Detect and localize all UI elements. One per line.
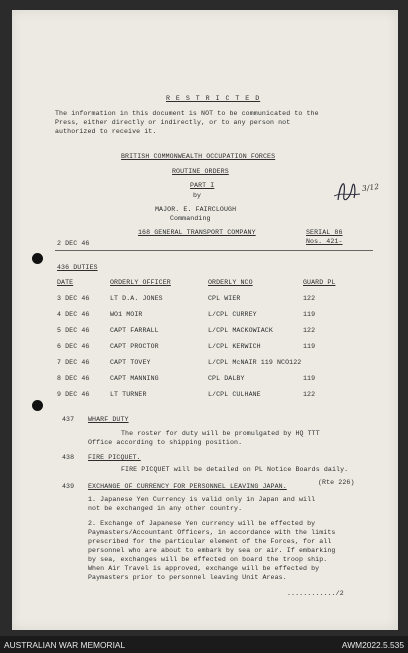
divider bbox=[55, 250, 373, 251]
punch-hole-bottom bbox=[32, 400, 43, 411]
para-1-line-2: not be exchanged in any other country. bbox=[88, 505, 243, 512]
table-cell-guard: 119 bbox=[303, 375, 316, 382]
by-label: by bbox=[193, 192, 202, 199]
table-cell-guard: 119 bbox=[303, 311, 316, 318]
table-cell-officer: LT D.A. JONES bbox=[110, 295, 163, 302]
item-437-heading: WHARF DUTY bbox=[88, 416, 129, 423]
notice-line-1: The information in this document is NOT to be communicated to the bbox=[55, 110, 319, 117]
col-orderly-nco: ORDERLY NCO bbox=[208, 279, 253, 286]
item-439-number: 439 bbox=[62, 483, 75, 490]
duties-heading: 436 DUTIES bbox=[57, 264, 98, 271]
col-guard-pl: GUARD PL bbox=[303, 279, 336, 286]
table-cell-officer: CAPT PROCTOR bbox=[110, 343, 159, 350]
table-cell-nco: L/CPL MACKOWIACK bbox=[208, 327, 273, 334]
table-cell-officer: CAPT MANNING bbox=[110, 375, 159, 382]
item-438-heading: FIRE PICQUET. bbox=[88, 454, 141, 461]
footer-accession: AWM2022.5.535 bbox=[341, 640, 404, 650]
para-2-line-4: personnel who are about to embark by sea or air. If embarking bbox=[88, 547, 336, 554]
continuation-marker: ............/2 bbox=[287, 590, 344, 597]
orders-type: ROUTINE ORDERS bbox=[172, 168, 229, 175]
table-cell-date: 9 DEC 46 bbox=[57, 391, 90, 398]
item-438-number: 438 bbox=[62, 454, 75, 461]
table-cell-officer: LT TURNER bbox=[110, 391, 147, 398]
table-cell-guard: 122 bbox=[303, 327, 316, 334]
notice-line-3: authorized to receive it. bbox=[55, 128, 157, 135]
archive-footer bbox=[0, 636, 408, 653]
item-437-number: 437 bbox=[62, 416, 75, 423]
table-cell-nco: L/CPL McNAIR 119 NCO122 bbox=[208, 359, 302, 366]
table-cell-nco: L/CPL CURREY bbox=[208, 311, 257, 318]
para-2-line-5: by sea, exchanges will be effected on board the troop ship. bbox=[88, 556, 328, 563]
commanding-label: Commanding bbox=[170, 215, 211, 222]
classification: R E S T R I C T E D bbox=[166, 95, 261, 102]
document-date: 2 DEC 46 bbox=[57, 240, 90, 247]
para-2-line-1: 2. Exchange of Japanese Yen currency will be effected by bbox=[88, 520, 316, 527]
punch-hole-top bbox=[32, 253, 43, 264]
serial-number: SERIAL 86 bbox=[306, 229, 343, 236]
force-title: BRITISH COMMONWEALTH OCCUPATION FORCES bbox=[121, 153, 276, 160]
part-label: PART I bbox=[190, 182, 215, 189]
para-2-line-3: prescribed for the particular element of the Forces, for all bbox=[88, 538, 332, 545]
item-439-reference: (Rte 226) bbox=[318, 479, 355, 486]
item-438-text: FIRE PICQUET will be detailed on PL Notice Boards daily. bbox=[121, 466, 349, 473]
notice-line-2: Press, either directly or indirectly, or to any person not bbox=[55, 119, 291, 126]
table-cell-date: 8 DEC 46 bbox=[57, 375, 90, 382]
table-cell-date: 5 DEC 46 bbox=[57, 327, 90, 334]
para-2-line-7: Paymasters prior to personnel leaving Unit Areas. bbox=[88, 574, 287, 581]
item-439-heading: EXCHANGE OF CURRENCY FOR PERSONNEL LEAVING JAPAN. bbox=[88, 483, 287, 490]
table-cell-nco: CPL DALBY bbox=[208, 375, 245, 382]
document-page bbox=[12, 10, 398, 630]
para-2-line-6: When Air Travel is approved, exchange will be effected by bbox=[88, 565, 320, 572]
table-cell-nco: CPL WIER bbox=[208, 295, 241, 302]
para-1-line-1: 1. Japanese Yen Currency is valid only in Japan and will bbox=[88, 496, 316, 503]
table-cell-guard: 122 bbox=[303, 391, 316, 398]
unit-name: 168 GENERAL TRANSPORT COMPANY bbox=[138, 229, 256, 236]
para-2-line-2: Paymasters/Accountant Officers, in accordance with the limits bbox=[88, 529, 336, 536]
table-cell-guard: 122 bbox=[303, 295, 316, 302]
table-cell-nco: L/CPL CULHANE bbox=[208, 391, 261, 398]
table-cell-date: 4 DEC 46 bbox=[57, 311, 90, 318]
footer-source: AUSTRALIAN WAR MEMORIAL bbox=[4, 640, 126, 650]
col-date: DATE bbox=[57, 279, 74, 286]
officer-name: MAJOR. E. FAIRCLOUGH bbox=[155, 206, 237, 213]
handwritten-date: 3/12 bbox=[361, 181, 380, 194]
order-numbers: Nos. 421- bbox=[306, 238, 343, 245]
table-cell-date: 3 DEC 46 bbox=[57, 295, 90, 302]
table-cell-officer: CAPT TOVEY bbox=[110, 359, 151, 366]
item-437-line-1: The roster for duty will be promulgated by HQ TTT bbox=[121, 430, 320, 437]
table-cell-date: 7 DEC 46 bbox=[57, 359, 90, 366]
table-cell-officer: WO1 MOIR bbox=[110, 311, 143, 318]
table-cell-date: 6 DEC 46 bbox=[57, 343, 90, 350]
col-orderly-officer: ORDERLY OFFICER bbox=[110, 279, 171, 286]
item-437-line-2: Office according to shipping position. bbox=[88, 439, 243, 446]
table-cell-officer: CAPT FARRALL bbox=[110, 327, 159, 334]
table-cell-guard: 119 bbox=[303, 343, 316, 350]
table-cell-nco: L/CPL KERWICH bbox=[208, 343, 261, 350]
